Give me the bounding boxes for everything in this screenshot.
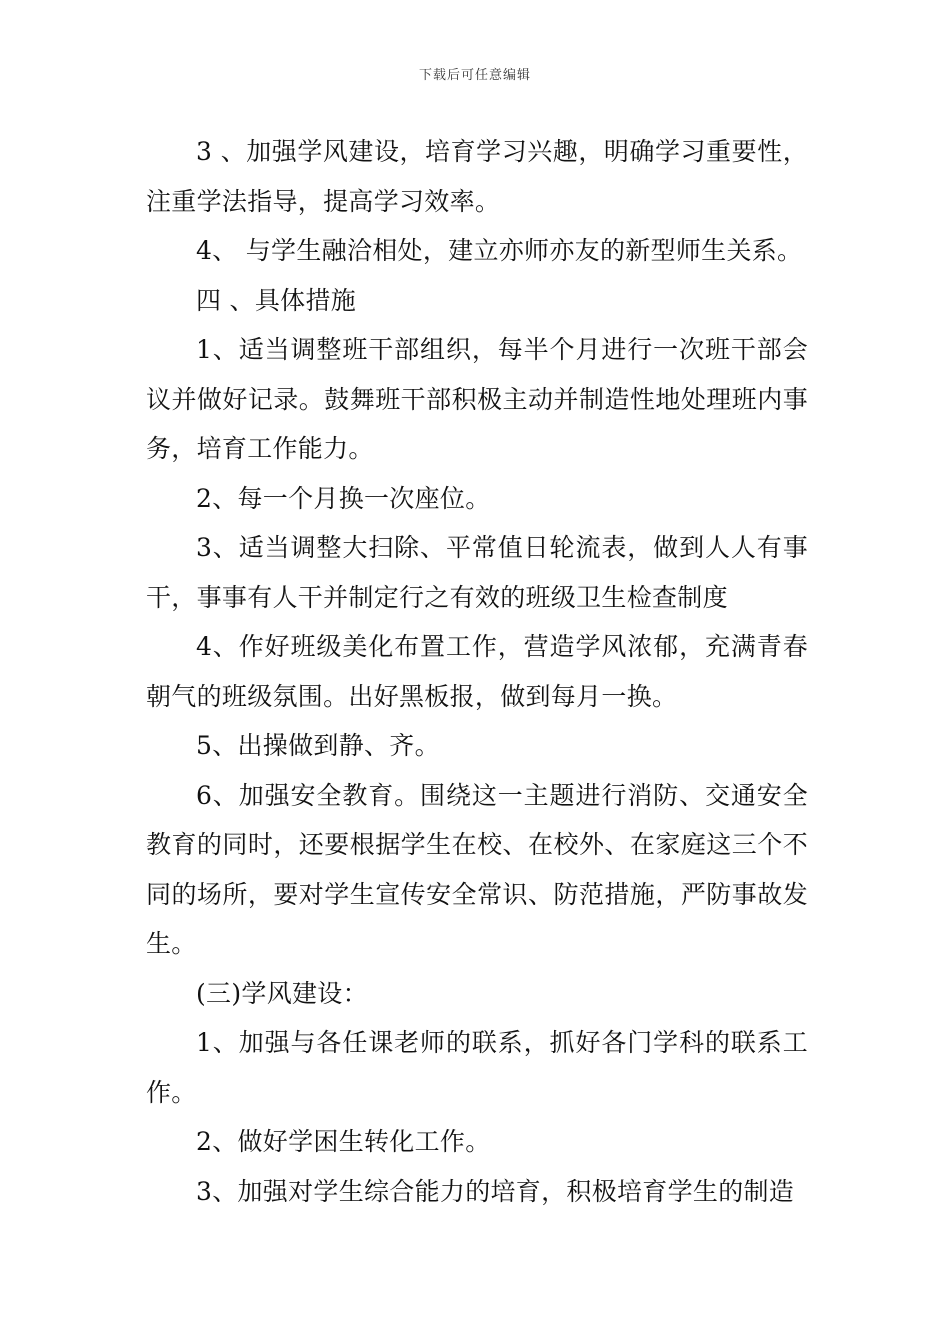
- document-body: [146, 127, 808, 1216]
- section-heading: 四 、具体措施: [196, 285, 357, 315]
- paragraph: 5、出操做到静、齐。: [196, 731, 440, 760]
- paragraph: 4、作好班级美化布置工作，营造学风浓郁，充满青春朝气的班级氛围。出好黑板报，做到每月一换。: [146, 632, 808, 711]
- paragraph: 3、加强对学生综合能力的培育，积极培育学生的制造: [196, 1176, 795, 1206]
- paragraph: 1、加强与各任课老师的联系，抓好各门学科的联系工作。: [146, 1028, 808, 1107]
- paragraph: 2、做好学困生转化工作。: [196, 1127, 491, 1156]
- paragraph: 6、加强安全教育。围绕这一主题进行消防、交通安全教育的同时，还要根据学生在校、在校外、在家庭这三个不同的场所，要对学生宣传安全常识、防范措施，严防事故发生。: [146, 780, 808, 958]
- paragraph: 3 、加强学风建设，培育学习兴趣，明确学习重要性，注重学法指导，提高学习效率。: [146, 137, 808, 216]
- paragraph: 4、 与学生融洽相处，建立亦师亦友的新型师生关系。: [196, 236, 803, 265]
- paragraph: 3、适当调整大扫除、平常值日轮流表，做到人人有事干，事事有人干并制定行之有效的班级卫生检查制度: [146, 533, 808, 612]
- section-heading: (三)学风建设：: [196, 978, 368, 1008]
- paragraph: 1、适当调整班干部组织，每半个月进行一次班干部会议并做好记录。鼓舞班干部积极主动并制造性地处理班内事务，培育工作能力。: [146, 335, 808, 463]
- paragraph: 2、每一个月换一次座位。: [196, 483, 491, 513]
- page-header: 下载后可任意编辑: [418, 68, 531, 83]
